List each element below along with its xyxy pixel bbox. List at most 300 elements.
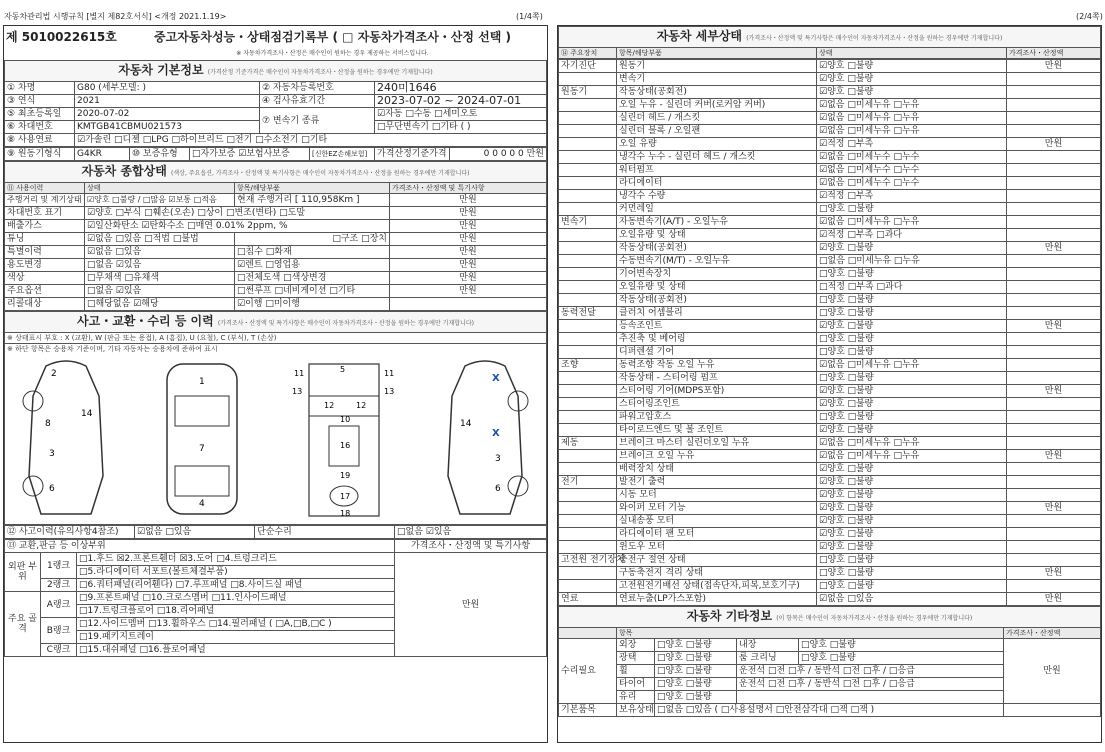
status-options[interactable]: ☑없음 □미세누수 □누수 [817, 164, 1007, 177]
car-frame-diagram [284, 356, 404, 522]
svg-text:11: 11 [383, 369, 394, 378]
accident-history-options[interactable]: ☑없음 □있음 [135, 526, 255, 539]
table-cell: 라디에이터 팬 모터 [617, 528, 817, 541]
table-row: 색상 □무채색 □유채색 □전체도색 □색상변경 만원 [5, 272, 547, 285]
table-row [559, 99, 1101, 112]
table-cell [559, 255, 617, 268]
table-row: 주요옵션 □없음 ☑있음 □썬루프 □네비게이션 □기타 만원 [5, 285, 547, 298]
table-cell [1007, 424, 1101, 437]
table-cell [559, 333, 617, 346]
table-cell: 변속기 [617, 73, 817, 86]
table-cell [1007, 372, 1101, 385]
table-cell: 발전기 출력 [617, 476, 817, 489]
table-cell: 연료누출(LP가스포함) [617, 593, 817, 606]
svg-text:4: 4 [199, 499, 206, 509]
table-cell [1007, 86, 1101, 99]
svg-text:18: 18 [339, 509, 350, 518]
svg-text:19: 19 [339, 471, 350, 480]
table-cell [559, 281, 617, 294]
accident-legend: ※ 상태표시 부호 : X (교환), W (판금 또는 용접), A (흠집), U (요철), C (부식), T (손상) [5, 333, 547, 344]
table-cell [559, 112, 617, 125]
svg-text:3: 3 [49, 449, 55, 459]
svg-text:10: 10 [339, 415, 350, 424]
table-row: 배출가스 ☑일산화탄소 ☑탄화수소 □매연 0.01% 2ppm, % 만원 [5, 220, 547, 233]
svg-text:14: 14 [81, 409, 93, 419]
table-cell [1007, 151, 1101, 164]
table-row [559, 60, 1101, 73]
table-cell [1007, 437, 1101, 450]
table-cell [559, 567, 617, 580]
table-cell: 스티어링조인트 [617, 398, 817, 411]
table-cell: 오일 유량 [617, 138, 817, 151]
table-row [559, 450, 1101, 463]
table-row [559, 437, 1101, 450]
status-options[interactable]: □양호 □불량 [817, 346, 1007, 359]
table-cell [1007, 229, 1101, 242]
table-row: 타이어 □양호 □불량 운전석 □전 □후 / 동반석 □전 □후 / □응급 [559, 678, 1101, 691]
table-cell: 작동상태(공회전) [617, 294, 817, 307]
table-cell: 만원 [1007, 320, 1101, 333]
form-number: 제 5010022615호 [6, 30, 117, 44]
table-cell: 만원 [1007, 242, 1101, 255]
table-row: ⑨ 원동기형식 G4KR ⑩ 보증유형 □자가보증 ☑보험사보증 [신한EZ손해보험] 가격산정기준가격 0 0 0 0 0 만원 [5, 148, 547, 161]
table-cell [1007, 255, 1101, 268]
table-row: □17.트렁크플로어 □18.리어패널 [5, 605, 547, 618]
table-cell: 디퍼렌셜 기어 [617, 346, 817, 359]
table-row: 수리필요 외장 □양호 □불량 내장 □양호 □불량 만원 [559, 639, 1101, 652]
table-row [559, 216, 1101, 229]
table-cell [1007, 268, 1101, 281]
table-row [559, 580, 1101, 593]
page-1 [3, 25, 548, 743]
table-cell [1007, 528, 1101, 541]
table-row [559, 541, 1101, 554]
status-options[interactable]: ☑없음 □미세누수 □누수 [817, 151, 1007, 164]
table-cell [559, 151, 617, 164]
table-row: 용도변경 □없음 ☑있음 ☑렌트 □영업용 만원 [5, 259, 547, 272]
table-cell: 만원 [1007, 593, 1101, 606]
table-cell [1007, 203, 1101, 216]
table-cell [559, 541, 617, 554]
table-cell: 고전원 전기장치 [559, 554, 617, 567]
table-cell: 구동축전지 격리 상태 [617, 567, 817, 580]
table-cell [1007, 177, 1101, 190]
table-cell [559, 372, 617, 385]
table-cell: 제동 [559, 437, 617, 450]
status-options[interactable]: ☑없음 □미세누유 □누유 [817, 216, 1007, 229]
table-cell [1007, 541, 1101, 554]
table-cell [559, 580, 617, 593]
table-row [559, 229, 1101, 242]
table-cell: 동력조향 작동 오일 누유 [617, 359, 817, 372]
table-row [559, 333, 1101, 346]
table-cell [1007, 164, 1101, 177]
warranty-options[interactable]: □자가보증 ☑보험사보증 [190, 148, 310, 161]
table-cell [1007, 398, 1101, 411]
table-row [559, 307, 1101, 320]
table-cell [1007, 307, 1101, 320]
table-row [559, 190, 1101, 203]
svg-text:X: X [491, 428, 500, 439]
table-row [559, 567, 1101, 580]
table-cell: 배력장치 상태 [617, 463, 817, 476]
table-cell: 연료 [559, 593, 617, 606]
status-options[interactable]: ☑양호 □불량 [817, 86, 1007, 99]
table-row [559, 151, 1101, 164]
svg-text:12: 12 [355, 401, 366, 410]
status-options[interactable]: ☑없음 □미세누유 □누유 [817, 359, 1007, 372]
table-cell [559, 385, 617, 398]
table-cell [1007, 125, 1101, 138]
form-title: 중고자동차성능・상태점검기록부 ( □ 자동차가격조사・산정 선택 ) [154, 30, 511, 44]
table-cell: 등속조인트 [617, 320, 817, 333]
table-row [559, 320, 1101, 333]
table-cell [559, 528, 617, 541]
table-cell [1007, 580, 1101, 593]
svg-text:3: 3 [494, 454, 501, 464]
table-cell [1007, 463, 1101, 476]
overall-status-title: 자동차 종합상태 (색상, 주요옵션, 가격조사・산정액 및 특기사항은 매수인이 자동차가격조사・산정을 원하는 경우에만 기재합니다) [5, 162, 547, 183]
detail-title: 자동차 세부상태 (가격조사・산정액 및 특기사항은 매수인이 자동차가격조사・산정을 원하는 경우에만 기재합니다) [559, 27, 1101, 48]
table-cell: 추진축 및 베어링 [617, 333, 817, 346]
basic-info-table [4, 60, 547, 147]
table-cell: 만원 [1007, 60, 1101, 73]
table-cell [559, 203, 617, 216]
table-cell: 조향 [559, 359, 617, 372]
svg-text:17: 17 [339, 492, 350, 501]
table-cell: 오일유량 및 상태 [617, 281, 817, 294]
table-row: □5.라디에이터 서포트(볼트체결부품) [5, 566, 547, 579]
table-row [559, 554, 1101, 567]
status-options[interactable]: ☑양호 □불량 [817, 528, 1007, 541]
table-cell: 냉각수 수량 [617, 190, 817, 203]
table-row: ⑧ 사용연료 ☑가솔린 □디젤 □LPG □하이브리드 □전기 □수소전기 □기타 [5, 134, 547, 147]
status-options[interactable]: □양호 □불량 [817, 294, 1007, 307]
status-options[interactable]: ☑양호 □불량 [817, 60, 1007, 73]
status-options[interactable]: ☑적정 □부족 [817, 190, 1007, 203]
table-cell [1007, 346, 1101, 359]
table-cell [559, 73, 617, 86]
svg-text:7: 7 [199, 444, 206, 454]
svg-text:5: 5 [339, 365, 345, 374]
table-cell: 만원 [1007, 385, 1101, 398]
table-cell: 커먼레일 [617, 203, 817, 216]
status-options[interactable]: ☑양호 □불량 [817, 515, 1007, 528]
table-row [559, 372, 1101, 385]
table-cell: 브레이크 마스터 실린더오일 누유 [617, 437, 817, 450]
table-cell [559, 177, 617, 190]
table-row [559, 268, 1101, 281]
table-row: B랭크 □12.사이드멤버 □13.휠하우스 □14.필러패널 ( □A,□B,□C ) [5, 618, 547, 631]
table-cell [559, 138, 617, 151]
table-row: 주행거리 및 계기상태 ☑양호 □불량 / □많음 ☑보통 □적음 현재 주행거리 [ 110,958Km ] 만원 [5, 194, 547, 207]
accident-history-table [4, 525, 547, 539]
table-row [559, 112, 1101, 125]
table-cell [1007, 476, 1101, 489]
table-cell: 기어변속장치 [617, 268, 817, 281]
table-cell: 실린더 블록 / 오일팬 [617, 125, 817, 138]
car-right-side-diagram [430, 356, 540, 522]
table-cell: 작동상태 - 스티어링 펌프 [617, 372, 817, 385]
table-header: ⑪ 사용이력 상태 항목/해당부품 가격조사・산정액 및 특기사항 [5, 183, 547, 194]
table-cell [1007, 359, 1101, 372]
table-cell: 원동기 [617, 60, 817, 73]
status-options[interactable]: ☑양호 □불량 [817, 320, 1007, 333]
table-cell [559, 450, 617, 463]
table-cell [559, 411, 617, 424]
table-cell [1007, 515, 1101, 528]
table-row: 기본품목 보유상태 □없음 □있음 ( □사용설명서 □안전삼각대 □잭 □잭 ) [559, 704, 1101, 717]
status-options[interactable]: ☑적정 □부족 □과다 [817, 229, 1007, 242]
table-cell [559, 515, 617, 528]
table-row [559, 255, 1101, 268]
table-row [559, 515, 1101, 528]
table-cell: 전기 [559, 476, 617, 489]
table-row [559, 346, 1101, 359]
table-cell [1007, 489, 1101, 502]
status-options[interactable]: ☑양호 □불량 [817, 476, 1007, 489]
form-header [4, 26, 547, 60]
table-row [559, 463, 1101, 476]
table-row [559, 164, 1101, 177]
table-row [559, 528, 1101, 541]
page-number-2: (2/4쪽) [1076, 12, 1103, 21]
table-row: ⑤ 최초등록일 2020-07-02 ⑦ 변속기 종류 ☑자동 □수동 □세미오토 [5, 108, 547, 121]
table-row [559, 385, 1101, 398]
accident-table [4, 311, 547, 525]
table-row: 광택 □양호 □불량 룸 크리닝 □양호 □불량 [559, 652, 1101, 665]
svg-text:14: 14 [459, 419, 472, 429]
svg-text:2: 2 [51, 369, 57, 379]
table-row: 튜닝 ☑없음 □있음 □적법 □불법 □구조 □장치 만원 [5, 233, 547, 246]
overall-status-table [4, 161, 547, 311]
table-header: ⑬ 교환,판금 등 이상부위 가격조사・산정액 및 특기사항 [5, 540, 547, 553]
table-cell [559, 294, 617, 307]
page-2 [557, 25, 1102, 743]
status-options[interactable]: ☑없음 □미세누수 □누수 [817, 177, 1007, 190]
table-row [559, 411, 1101, 424]
table-cell [559, 320, 617, 333]
status-options[interactable]: ☑양호 □불량 [817, 502, 1007, 515]
table-cell: 만원 [1007, 450, 1101, 463]
table-cell: 브레이크 오일 누유 [617, 450, 817, 463]
table-cell: 타이로드엔드 및 볼 조인트 [617, 424, 817, 437]
engine-row-table [4, 147, 547, 161]
table-row: ⑫ 사고이력(유의사항4참조) ☑없음 □있음 단순수리 □없음 ☑있음 [5, 526, 547, 539]
status-options[interactable]: ☑양호 □불량 [817, 489, 1007, 502]
table-cell: 라디에이터 [617, 177, 817, 190]
table-row: 리콜대상 □해당없음 ☑해당 ☑이행 □미이행 [5, 298, 547, 311]
table-cell [559, 489, 617, 502]
table-row: □19.패키지트레이 [5, 631, 547, 644]
status-options[interactable]: ☑양호 □불량 [817, 73, 1007, 86]
table-row [559, 242, 1101, 255]
status-options[interactable]: ☑양호 □불량 [817, 398, 1007, 411]
table-row: C랭크 □15.대쉬패널 □16.플로어패널 [5, 644, 547, 657]
table-cell: 냉각수 누수 - 실린더 헤드 / 개스킷 [617, 151, 817, 164]
table-cell [559, 424, 617, 437]
table-row [559, 86, 1101, 99]
status-options[interactable]: ☑없음 □미세누유 □누유 [817, 125, 1007, 138]
table-cell: 오일 누유 - 실린더 커버(로커암 커버) [617, 99, 817, 112]
table-cell: 만원 [1007, 502, 1101, 515]
table-row: 유리 □양호 □불량 [559, 691, 1101, 704]
car-front-top-diagram [147, 356, 257, 522]
table-cell: 오일유량 및 상태 [617, 229, 817, 242]
table-row [559, 424, 1101, 437]
table-row [559, 502, 1101, 515]
table-row: 특별이력 ☑없음 □있음 □침수 □화재 만원 [5, 246, 547, 259]
table-cell: 실내송풍 모터 [617, 515, 817, 528]
status-options[interactable]: □양호 □불량 [817, 268, 1007, 281]
status-options[interactable]: □양호 □불량 [817, 307, 1007, 320]
table-cell: 파워고압호스 [617, 411, 817, 424]
table-row: 2랭크 □6.쿼터패널(리어휀다) □7.루프패널 □8.사이드실 패널 [5, 579, 547, 592]
table-row [559, 73, 1101, 86]
status-options[interactable]: ☑양호 □불량 [817, 385, 1007, 398]
status-options[interactable]: □양호 □불량 [817, 333, 1007, 346]
table-cell [1007, 281, 1101, 294]
form-subtitle: ※ 자동차가격조사・산정은 매수인이 원하는 경우 제공하는 서비스입니다. [236, 50, 429, 57]
table-cell: 변속기 [559, 216, 617, 229]
table-cell [559, 242, 617, 255]
table-cell [559, 268, 617, 281]
table-cell: 자동변속기(A/T) - 오일누유 [617, 216, 817, 229]
status-options[interactable]: ☑없음 □미세누유 □누유 [817, 437, 1007, 450]
svg-text:X: X [491, 373, 500, 384]
table-cell: 자기진단 [559, 60, 617, 73]
svg-text:6: 6 [49, 484, 55, 494]
table-cell [1007, 99, 1101, 112]
table-cell: 고전원전기배선 상태(접속단자,피복,보호기구) [617, 580, 817, 593]
table-row [559, 593, 1101, 606]
svg-text:6: 6 [494, 484, 501, 494]
table-cell: 수동변속기(M/T) - 오일누유 [617, 255, 817, 268]
basic-info-title: 자동차 기본정보 (가격산정 기준가격은 매수인이 자동차가격조사・산정을 원하는 경우에만 기재합니다) [5, 61, 547, 82]
status-options[interactable]: ☑없음 □미세누유 □누유 [817, 450, 1007, 463]
table-cell [559, 99, 617, 112]
table-cell: 실린더 헤드 / 개스킷 [617, 112, 817, 125]
table-header: 항목 가격조사・산정액 [559, 628, 1101, 639]
table-cell [1007, 190, 1101, 203]
table-row [559, 359, 1101, 372]
status-options[interactable]: □양호 □불량 [817, 411, 1007, 424]
table-row [559, 294, 1101, 307]
status-options[interactable]: ☑양호 □불량 [817, 463, 1007, 476]
table-cell [1007, 333, 1101, 346]
table-row: 차대번호 표기 ☑양호 □부식 □훼손(오손) □상이 □변조(변타) □도말 만원 [5, 207, 547, 220]
parts-table [4, 539, 547, 657]
table-row [559, 177, 1101, 190]
table-cell [1007, 411, 1101, 424]
status-options[interactable]: □양호 □불량 [817, 203, 1007, 216]
accident-title: 사고・교환・수리 등 이력 (가격조사・산정액 및 특기사항은 매수인이 자동차가격조사・산정을 원하는 경우에만 기재합니다) [5, 312, 547, 333]
table-row [559, 138, 1101, 151]
car-diagrams [5, 354, 546, 524]
detail-table [558, 26, 1101, 59]
status-options[interactable]: ☑없음 □있음 [817, 593, 1007, 606]
table-cell: 원동기 [559, 86, 617, 99]
svg-text:13: 13 [291, 387, 302, 396]
form-reference: 자동차관리법 시행규칙 [별지 제82호서식] <개정 2021.1.19> [4, 12, 227, 21]
table-row: ⑥ 차대번호 KMTGB41CBMU021573 □무단변속기 □기타 ( ) [5, 121, 547, 134]
status-options[interactable]: □양호 □불량 [817, 372, 1007, 385]
table-cell [1007, 294, 1101, 307]
status-options[interactable]: ☑적정 □부족 [817, 138, 1007, 151]
table-cell: 동력전달 [559, 307, 617, 320]
status-options[interactable]: ☑없음 □미세누유 □누유 [817, 99, 1007, 112]
detail-rows [558, 59, 1101, 606]
table-row [559, 489, 1101, 502]
table-cell: 워터펌프 [617, 164, 817, 177]
table-row: 휠 □양호 □불량 운전석 □전 □후 / 동반석 □전 □후 / □응급 [559, 665, 1101, 678]
table-cell [1007, 216, 1101, 229]
table-cell: 작동상태(공회전) [617, 242, 817, 255]
table-row [559, 203, 1101, 216]
accident-legend-2: ※ 하단 항목은 승용차 기준이며, 기타 자동차는 승용차에 준하여 표시 [5, 344, 547, 355]
car-left-side-diagram [11, 356, 121, 522]
table-cell: 만원 [1007, 567, 1101, 580]
table-cell [559, 502, 617, 515]
table-cell [559, 190, 617, 203]
table-row: 외판 부위 1랭크 □1.후드 ☒2.프론트휀더 ☒3.도어 □4.트렁크리드 만원 [5, 553, 547, 566]
status-options[interactable]: ☑양호 □불량 [817, 424, 1007, 437]
table-cell [559, 164, 617, 177]
table-cell: 만원 [1007, 138, 1101, 151]
table-row [559, 476, 1101, 489]
parts-price: 만원 [395, 553, 547, 657]
table-row: ① 차명 G80 (세부모델: ) ② 자동차등록번호 240미1646 [5, 82, 547, 95]
status-options[interactable]: □없음 □미세누유 □누유 [817, 255, 1007, 268]
table-cell [1007, 112, 1101, 125]
status-options[interactable]: □양호 □불량 [817, 554, 1007, 567]
table-cell: 스티어링 기어(MDPS포함) [617, 385, 817, 398]
status-options[interactable]: ☑없음 □미세누유 □누유 [817, 112, 1007, 125]
svg-text:11: 11 [293, 369, 304, 378]
table-cell: 와이퍼 모터 기능 [617, 502, 817, 515]
fuel-options[interactable]: ☑가솔린 □디젤 □LPG □하이브리드 □전기 □수소전기 □기타 [75, 134, 547, 147]
svg-text:12: 12 [323, 401, 334, 410]
table-row [559, 281, 1101, 294]
table-cell: 클러치 어셈블리 [617, 307, 817, 320]
status-options[interactable]: ☑양호 □불량 [817, 242, 1007, 255]
svg-text:8: 8 [45, 419, 51, 429]
table-cell: 작동상태(공회전) [617, 86, 817, 99]
page-number-1: (1/4쪽) [516, 12, 543, 21]
table-row [559, 398, 1101, 411]
table-cell [1007, 554, 1101, 567]
other-info-table [558, 606, 1101, 717]
simple-repair-options[interactable]: □없음 ☑있음 [395, 526, 547, 539]
status-options[interactable]: □적정 □부족 □과다 [817, 281, 1007, 294]
status-options[interactable]: ☑양호 □불량 [817, 541, 1007, 554]
other-info-title: 자동차 기타정보 (이 항목은 매수인이 자동차가격조사・산정을 원하는 경우에만 기재합니다) [559, 607, 1101, 628]
table-cell: 시동 모터 [617, 489, 817, 502]
status-options[interactable]: □양호 □불량 [817, 567, 1007, 580]
table-header: ⑭ 주요장치 항목/해당부품 상태 가격조사・산정액 [559, 48, 1101, 59]
svg-text:16: 16 [339, 441, 350, 450]
table-row: 주요 골격 A랭크 □9.프론트패널 □10.크로스멤버 □11.인사이드패널 [5, 592, 547, 605]
table-cell: 충전구 절연 상태 [617, 554, 817, 567]
status-options[interactable]: □양호 □불량 [817, 580, 1007, 593]
table-cell [559, 463, 617, 476]
table-cell [559, 398, 617, 411]
svg-text:1: 1 [199, 377, 206, 387]
svg-text:13: 13 [383, 387, 394, 396]
table-cell [559, 346, 617, 359]
table-cell [559, 125, 617, 138]
table-cell [1007, 73, 1101, 86]
